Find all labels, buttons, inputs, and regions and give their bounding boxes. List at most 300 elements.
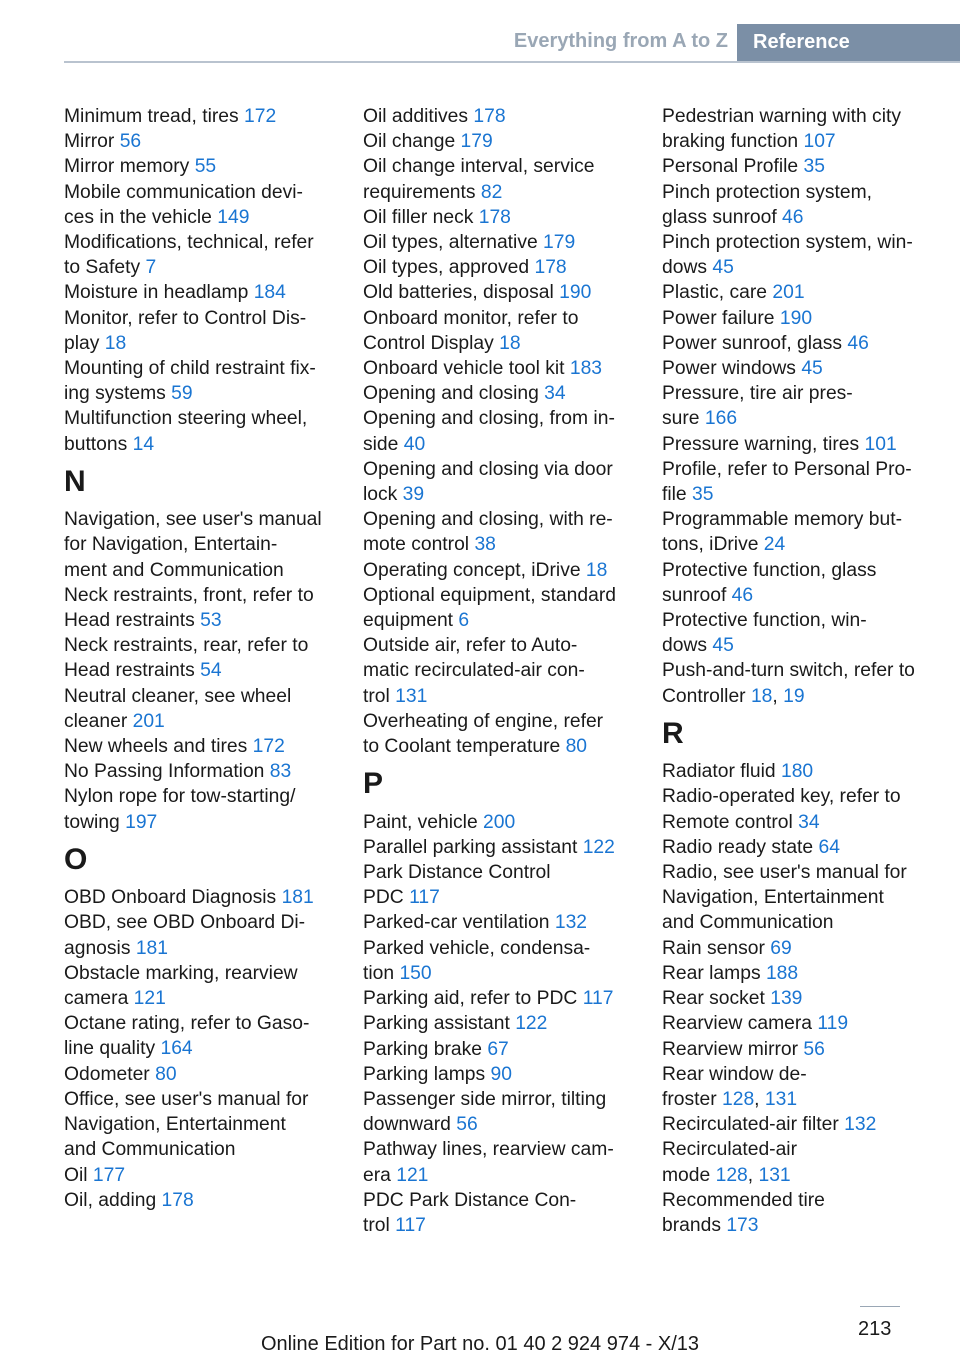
index-entry-text: Pinch protection system, win-: [662, 232, 913, 254]
index-entry-text: PDC: [363, 887, 410, 909]
page-link[interactable]: 69: [770, 937, 792, 959]
index-entry-text: Power sunroof, glass: [662, 332, 848, 354]
page-link[interactable]: 132: [554, 912, 588, 934]
index-entry: [662, 104, 942, 154]
index-entry-text: Power failure: [662, 307, 780, 329]
index-entry-text: Old batteries, disposal: [363, 282, 560, 304]
index-letter-heading: P: [363, 767, 384, 801]
page-link[interactable]: 119: [817, 1013, 849, 1035]
index-entry: [363, 205, 639, 230]
page-link[interactable]: 46: [847, 332, 869, 354]
index-entry: [363, 936, 639, 986]
page-link[interactable]: 80: [565, 736, 588, 758]
index-entry-text: Power windows: [662, 358, 802, 380]
index-entry: [662, 961, 942, 986]
page-link[interactable]: 56: [119, 131, 142, 153]
page-link[interactable]: 34: [798, 811, 820, 833]
index-entry: [363, 910, 639, 935]
index-entry-text: Recirculated-air filter: [662, 1114, 845, 1136]
page-link[interactable]: 178: [473, 106, 506, 127]
index-entry-text: Park Distance Control: [363, 862, 551, 884]
index-entry-text: Oil change interval, service: [363, 156, 595, 178]
index-entry: [662, 608, 942, 658]
index-entry-text: Opening and closing: [363, 383, 545, 405]
index-entry: [662, 280, 942, 305]
index-entry: [662, 457, 942, 507]
page-link[interactable]: 19: [783, 685, 805, 707]
index-entry-text: Parked-car ventilation: [363, 912, 555, 934]
page-link[interactable]: 122: [515, 1013, 548, 1035]
index-entry-text: OBD, see OBD Onboard Di-: [64, 912, 306, 934]
index-entry-text: Rear socket: [662, 988, 771, 1010]
index-entry-text: Rain sensor: [662, 937, 771, 959]
index-entry-text: Parking brake: [363, 1038, 488, 1060]
index-entry-text: Protective function, win-: [662, 610, 867, 632]
index-entry: [363, 1188, 639, 1238]
index-entry-text: requirements: [363, 181, 481, 203]
index-entry-text: dows: [662, 257, 713, 279]
page-link[interactable]: 40: [403, 433, 426, 455]
index-entry-text: Overheating of engine, refer: [363, 710, 604, 732]
index-entry: [662, 230, 942, 280]
page-link[interactable]: 201: [132, 710, 165, 732]
index-entry: [363, 633, 639, 709]
page-link[interactable]: 178: [534, 257, 567, 279]
index-entry-text: to Safety: [64, 257, 146, 279]
index-entry-text: Parked vehicle, condensa-: [363, 937, 591, 959]
index-entry-text: trol: [363, 1214, 396, 1236]
page-link[interactable]: 34: [544, 383, 566, 405]
page-link[interactable]: 56: [456, 1114, 478, 1136]
page-link[interactable]: 132: [844, 1114, 877, 1136]
page-link[interactable]: 178: [478, 206, 511, 228]
index-entry-text: Obstacle marking, rearview: [64, 962, 298, 984]
index-entry: [64, 356, 340, 406]
index-entry-text: file: [662, 484, 693, 506]
index-entry-text: OBD Onboard Diagnosis: [64, 887, 282, 909]
index-entry-text: lock: [363, 484, 403, 506]
index-entry-text: camera: [64, 988, 134, 1010]
page-link[interactable]: 90: [490, 1063, 512, 1085]
index-entry: [64, 734, 340, 759]
index-entry-text: towing: [64, 811, 126, 833]
page-link[interactable]: 67: [487, 1038, 509, 1060]
index-entry-text: Remote control: [662, 811, 799, 833]
index-entry: [662, 1112, 942, 1137]
index-entry-text: play: [64, 332, 105, 354]
index-entry: [662, 860, 942, 936]
page-link[interactable]: 80: [155, 1063, 177, 1085]
index-entry: [363, 1087, 639, 1137]
index-letter-heading: N: [64, 464, 86, 498]
index-entry-text: ment and Communication: [64, 559, 284, 581]
page-link[interactable]: 18: [499, 332, 521, 354]
page-link[interactable]: 181: [281, 887, 314, 909]
index-entry: [662, 759, 942, 784]
page-link[interactable]: 128: [722, 1088, 755, 1110]
index-entry-text: Nylon rope for tow-starting/: [64, 786, 296, 808]
index-entry: [662, 1188, 942, 1238]
index-entry-text: froster: [662, 1088, 722, 1110]
index-entry: [363, 709, 639, 759]
index-entry-text: Programmable memory but-: [662, 509, 903, 531]
index-entry-text: PDC Park Distance Con-: [363, 1189, 577, 1211]
index-entry: [662, 986, 942, 1011]
index-entry-text: Controller: [662, 685, 751, 707]
page-link[interactable]: 184: [253, 282, 286, 304]
page-link[interactable]: 179: [543, 232, 576, 254]
page-number: 213: [858, 1318, 892, 1340]
page-link[interactable]: 45: [801, 358, 823, 380]
index-entry-text: Parking aid, refer to PDC: [363, 988, 583, 1010]
index-entry: [64, 280, 340, 305]
index-letter-heading: R: [662, 716, 684, 750]
index-entry: [64, 230, 340, 280]
index-entry: [363, 810, 639, 835]
index-entry: [363, 583, 639, 633]
index-entry: [662, 1011, 942, 1036]
index-entry: [64, 180, 340, 230]
page-link[interactable]: 180: [780, 761, 814, 783]
index-entry-text: sure: [662, 408, 705, 430]
index-entry-text: Navigation, Entertainment: [662, 887, 884, 909]
index-entry-text: Navigation, see user's manual: [64, 509, 322, 531]
index-entry: [64, 306, 340, 356]
index-entry-text: Passenger side mirror, tilting: [363, 1088, 607, 1110]
index-entry-text: Pressure warning, tires: [662, 433, 865, 455]
index-entry: [662, 558, 942, 608]
index-entry-text: Oil: [64, 1164, 93, 1186]
index-entry: [363, 129, 639, 154]
index-entry: [662, 331, 942, 356]
page-link[interactable]: 46: [782, 206, 804, 228]
index-entry-text: Oil additives: [363, 106, 474, 127]
page-link[interactable]: 64: [818, 836, 840, 858]
page-link[interactable]: 183: [569, 358, 603, 380]
page-link[interactable]: 177: [92, 1164, 126, 1186]
header-section-title: Everything from A to Z: [513, 30, 728, 52]
index-entry-text: side: [363, 433, 404, 455]
index-entry: [662, 432, 942, 457]
index-entry-text: tion: [363, 962, 400, 984]
index-entry-text: dows: [662, 635, 713, 657]
page-link[interactable]: 117: [582, 988, 614, 1010]
index-entry: [363, 1011, 639, 1036]
page-link[interactable]: 82: [480, 181, 503, 203]
index-entry-text: era: [363, 1164, 397, 1186]
index-entry: Push-and-turn switch, refer to Controller 18, 19: [662, 660, 915, 707]
index-entry-text: agnosis: [64, 937, 136, 959]
index-entry-text: Onboard monitor, refer to: [363, 307, 579, 329]
page-number-rule: [860, 1306, 900, 1307]
index-entry: [662, 1037, 942, 1062]
page-link[interactable]: 121: [396, 1164, 429, 1186]
index-entry-text: ces in the vehicle: [64, 206, 218, 228]
index-entry: [64, 759, 340, 784]
index-entry: [64, 583, 340, 633]
index-entry: [662, 835, 942, 860]
index-entry: [363, 1137, 639, 1187]
index-entry-text: Pinch protection system,: [662, 181, 873, 203]
index-entry-text: Mirror: [64, 131, 120, 153]
index-entry-text: Operating concept, iDrive: [363, 559, 586, 581]
index-entry-text: Radio ready state: [662, 836, 819, 858]
index-entry-text: tons, iDrive: [662, 534, 764, 556]
page-link[interactable]: 173: [726, 1214, 759, 1236]
index-entry: Rear window de- froster 128, 131: [662, 1063, 807, 1110]
page-link[interactable]: 121: [133, 988, 166, 1010]
index-entry: [363, 986, 639, 1011]
index-entry: [363, 230, 639, 255]
index-entry: [363, 558, 639, 583]
index-entry: [363, 306, 639, 356]
index-entry-text: braking function: [662, 131, 804, 153]
index-entry: [363, 507, 639, 557]
page-link[interactable]: 172: [244, 106, 277, 127]
index-entry-text: glass sunroof: [662, 206, 783, 228]
index-entry: [662, 784, 942, 834]
index-entry: [363, 255, 639, 280]
page-link[interactable]: 131: [758, 1164, 791, 1186]
index-entry: [662, 154, 942, 179]
page-link[interactable]: 101: [864, 433, 897, 455]
page-link[interactable]: 107: [803, 131, 836, 153]
index-entry: [363, 1062, 639, 1087]
page-link[interactable]: 117: [409, 887, 440, 909]
page-link[interactable]: 83: [269, 761, 292, 783]
page-link[interactable]: 172: [252, 736, 285, 758]
page-link[interactable]: 201: [772, 282, 805, 304]
index-entry-text: equipment: [363, 610, 459, 632]
index-entry-text: Mounting of child restraint fix-: [64, 358, 316, 380]
index-entry: [64, 1062, 340, 1087]
index-entry-text: Push-and-turn switch, refer to: [662, 660, 915, 682]
page-link[interactable]: 139: [770, 988, 803, 1010]
page-link[interactable]: 188: [765, 962, 799, 984]
index-entry-text: Rear window de-: [662, 1063, 807, 1085]
page-link[interactable]: 117: [395, 1214, 426, 1236]
page-link[interactable]: 18: [104, 332, 127, 354]
index-entry-text: matic recirculated-air con-: [363, 660, 585, 682]
index-entry: [64, 910, 340, 960]
index-entry: [64, 406, 340, 456]
index-entry: [64, 129, 340, 154]
index-entry-text: Opening and closing via door: [363, 458, 613, 480]
page-link[interactable]: 18: [585, 559, 608, 581]
index-entry-text: Pathway lines, rearview cam-: [363, 1139, 614, 1161]
index-entry-text: and Communication: [662, 912, 834, 934]
index-entry-text: Recommended tire: [662, 1189, 825, 1211]
index-entry-text: Rearview camera: [662, 1013, 818, 1035]
page-link[interactable]: 54: [200, 660, 222, 682]
index-entry-text: Pedestrian warning with city: [662, 106, 901, 127]
index-entry-text: Mirror memory: [64, 156, 195, 178]
index-entry: [662, 936, 942, 961]
page-link[interactable]: 166: [704, 408, 738, 430]
index-entry: [662, 306, 942, 331]
index-entry-text: for Navigation, Entertain-: [64, 534, 278, 556]
index-entry: [64, 633, 340, 683]
index-entry: [363, 356, 639, 381]
index-entry: [64, 684, 340, 734]
index-entry-text: cleaner: [64, 710, 133, 732]
index-column-3: [662, 104, 942, 1238]
index-entry: [363, 1037, 639, 1062]
index-entry-text: New wheels and tires: [64, 736, 253, 758]
index-entry-text: Radio, see user's manual for: [662, 862, 907, 884]
index-entry: [64, 507, 340, 583]
index-entry-text: sunroof: [662, 584, 732, 606]
page-link[interactable]: 149: [217, 206, 250, 228]
page-link[interactable]: 181: [135, 937, 168, 959]
index-entry-text: Oil types, alternative: [363, 232, 544, 254]
index-entry-text: Head restraints: [64, 610, 201, 632]
page-link[interactable]: 7: [145, 257, 157, 279]
index-entry: [662, 381, 942, 431]
page-link[interactable]: 46: [731, 584, 754, 606]
index-entry: [662, 356, 942, 381]
index-entry: [64, 784, 340, 834]
index-entry-text: Protective function, glass: [662, 559, 877, 581]
header-tab-reference: Reference: [737, 24, 960, 63]
page-link[interactable]: 39: [402, 484, 425, 506]
page-link[interactable]: 14: [132, 433, 155, 455]
index-column-1: [64, 104, 340, 1213]
index-entry: [64, 1011, 340, 1061]
page-link[interactable]: 35: [692, 484, 714, 506]
header-divider: [64, 61, 960, 63]
index-entry-text: Neutral cleaner, see wheel: [64, 685, 292, 707]
page-link[interactable]: 190: [779, 307, 813, 329]
index-entry-text: buttons: [64, 433, 133, 455]
index-entry-text: trol: [363, 685, 396, 707]
index-entry-text: Control Display: [363, 332, 500, 354]
index-entry: [64, 154, 340, 179]
page-link[interactable]: 131: [764, 1088, 798, 1110]
index-entry-text: Paint, vehicle: [363, 811, 484, 833]
index-entry: [662, 507, 942, 557]
footer-edition: Online Edition for Part no. 01 40 2 924 974 - X/13: [260, 1333, 700, 1355]
index-entry-text: Outside air, refer to Auto-: [363, 635, 578, 657]
index-letter-heading: O: [64, 842, 88, 876]
index-entry-text: Moisture in headlamp: [64, 282, 254, 304]
index-entry-text: mote control: [363, 534, 475, 556]
index-entry-text: Mobile communication devi-: [64, 181, 303, 203]
index-entry-text: Opening and closing, from in-: [363, 408, 615, 430]
index-entry: [64, 1188, 340, 1213]
index-entry: [363, 104, 639, 129]
index-entry-text: Neck restraints, rear, refer to: [64, 635, 309, 657]
index-entry-text: and Communication: [64, 1139, 236, 1161]
index-entry-text: Personal Profile: [662, 156, 804, 178]
index-entry-text: Multifunction steering wheel,: [64, 408, 308, 430]
index-entry-text: Modifications, technical, refer: [64, 232, 314, 254]
index-entry-text: Navigation, Entertainment: [64, 1114, 286, 1136]
page-link[interactable]: 178: [161, 1189, 194, 1211]
index-entry: [64, 104, 340, 129]
index-entry-text: Rear lamps: [662, 962, 766, 984]
page-link[interactable]: 35: [803, 156, 825, 178]
index-entry-text: Parking assistant: [363, 1013, 516, 1035]
index-entry-text: Oil types, approved: [363, 257, 535, 279]
index-entry: [363, 154, 639, 204]
page-link[interactable]: 24: [763, 534, 786, 556]
page-link[interactable]: 59: [171, 383, 193, 405]
index-entry-text: Oil change: [363, 131, 461, 153]
index-entry-text: mode: [662, 1164, 716, 1186]
page-link[interactable]: 150: [399, 962, 432, 984]
index-entry: [64, 961, 340, 1011]
index-entry: [363, 860, 639, 910]
index-entry-text: Rearview mirror: [662, 1038, 804, 1060]
page-link[interactable]: 164: [160, 1038, 193, 1060]
index-entry: [363, 381, 639, 406]
page-link[interactable]: 45: [712, 635, 734, 657]
index-entry-text: Oil, adding: [64, 1189, 162, 1211]
index-entry-text: No Passing Information: [64, 761, 270, 783]
page-link[interactable]: 6: [458, 610, 470, 632]
index-entry-text: Plastic, care: [662, 282, 773, 304]
page-link[interactable]: 122: [582, 836, 615, 858]
index-entry: [363, 835, 639, 860]
page-link[interactable]: 45: [712, 257, 734, 279]
index-entry-text: to Coolant temperature: [363, 736, 566, 758]
index-entry-text: Monitor, refer to Control Dis-: [64, 307, 307, 329]
page-link[interactable]: 53: [200, 610, 222, 632]
index-entry: [662, 180, 942, 230]
index-column-2: [363, 104, 639, 1238]
page-link[interactable]: 18: [750, 685, 773, 707]
page-link[interactable]: 55: [194, 156, 217, 178]
page-link[interactable]: 179: [460, 131, 493, 153]
index-entry-text: Recirculated-air: [662, 1139, 798, 1161]
page-link[interactable]: 56: [803, 1038, 825, 1060]
index-entry-text: Odometer: [64, 1063, 156, 1085]
index-entry: [363, 406, 639, 456]
index-entry-text: line quality: [64, 1038, 161, 1060]
page-link[interactable]: 190: [559, 282, 592, 304]
index-entry-text: Profile, refer to Personal Pro-: [662, 458, 912, 480]
index-entry-text: Oil filler neck: [363, 206, 479, 228]
index-entry: Recirculated-air mode 128, 131: [662, 1139, 798, 1186]
index-entry-text: Head restraints: [64, 660, 201, 682]
index-entry: [64, 1087, 340, 1163]
index-entry-text: Pressure, tire air pres-: [662, 383, 853, 405]
index-entry: [363, 280, 639, 305]
index-entry: [64, 885, 340, 910]
index-entry-text: Minimum tread, tires: [64, 106, 244, 127]
page-link[interactable]: 200: [483, 811, 516, 833]
index-entry-text: downward: [363, 1114, 457, 1136]
index-entry: [64, 1163, 340, 1188]
index-entry: [363, 457, 639, 507]
index-entry-text: Optional equipment, standard: [363, 584, 616, 606]
index-entry-text: brands: [662, 1214, 727, 1236]
page-link[interactable]: 38: [474, 534, 496, 556]
index-entry-text: Neck restraints, front, refer to: [64, 584, 314, 606]
page-link[interactable]: 128: [715, 1164, 748, 1186]
index-entry-text: Office, see user's manual for: [64, 1088, 309, 1110]
index-entry-text: Onboard vehicle tool kit: [363, 358, 570, 380]
page-link[interactable]: 131: [395, 685, 428, 707]
index-entry-text: Parallel parking assistant: [363, 836, 583, 858]
index-entry-text: Opening and closing, with re-: [363, 509, 613, 531]
page-link[interactable]: 197: [125, 811, 158, 833]
index-entry-text: Octane rating, refer to Gaso-: [64, 1013, 310, 1035]
index-entry-text: Radiator fluid: [662, 761, 781, 783]
index-entry-text: Parking lamps: [363, 1063, 491, 1085]
index-entry-text: Radio-operated key, refer to: [662, 786, 901, 808]
